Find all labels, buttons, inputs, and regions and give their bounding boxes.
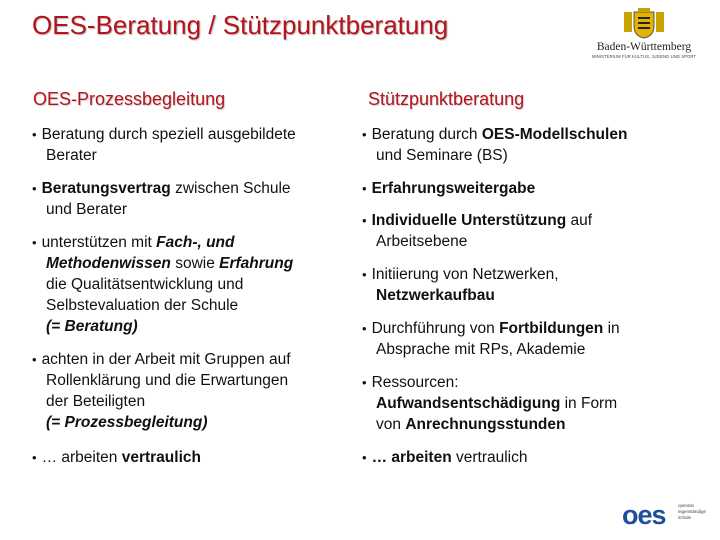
baden-wuerttemberg-logo xyxy=(580,8,708,70)
page-title: OES-Beratung / Stützpunktberatung xyxy=(32,10,449,40)
right-bullet-5: • Durchführung von Fortbildungen in Absprache mit RPs, Akademie xyxy=(362,320,620,358)
left-bullet-3: • unterstützen mit Fach-, und Methodenwissen sowie Erfahrung die Qualitätsentwicklung und Selbstevaluation der Schule (= Beratung) xyxy=(32,234,294,335)
oes-logo-subtitle: operativ eigenständige schule xyxy=(678,503,707,520)
oes-logo-word: oes xyxy=(622,500,666,530)
left-bullet-4: • achten in der Arbeit mit Gruppen auf Rollenklärung und die Erwartungen der Beteiligten (= Prozessbegleitung) xyxy=(32,351,291,431)
right-column-heading: Stützpunktberatung xyxy=(368,89,525,109)
right-bullet-6: • Ressourcen: Aufwandsentschädigung in Form von Anrechnungsstunden xyxy=(362,374,618,433)
left-column-heading: OES-Prozessbegleitung xyxy=(33,89,226,109)
ministry-name: MINISTERIUM FÜR KULTUS, JUGEND UND SPORT xyxy=(591,54,697,59)
left-bullet-5: • … arbeiten vertraulich xyxy=(32,449,201,466)
left-bullet-2: • Beratungsvertrag zwischen Schule und Berater xyxy=(32,180,291,218)
oes-logo xyxy=(622,500,712,530)
right-bullet-1: • Beratung durch OES-Modellschulen und Seminare (BS) xyxy=(362,126,628,164)
left-bullet-1: • Beratung durch speziell ausgebildete Berater xyxy=(32,126,296,164)
coat-of-arms-icon xyxy=(620,8,668,40)
right-bullet-4: • Initiierung von Netzwerken, Netzwerkaufbau xyxy=(362,266,559,304)
state-name: Baden-Württemberg xyxy=(596,41,692,53)
right-bullet-7: • … arbeiten vertraulich xyxy=(362,449,528,466)
right-bullet-2: • Erfahrungsweitergabe xyxy=(362,180,536,197)
right-bullet-3: • Individuelle Unterstützung auf Arbeitsebene xyxy=(362,212,593,250)
